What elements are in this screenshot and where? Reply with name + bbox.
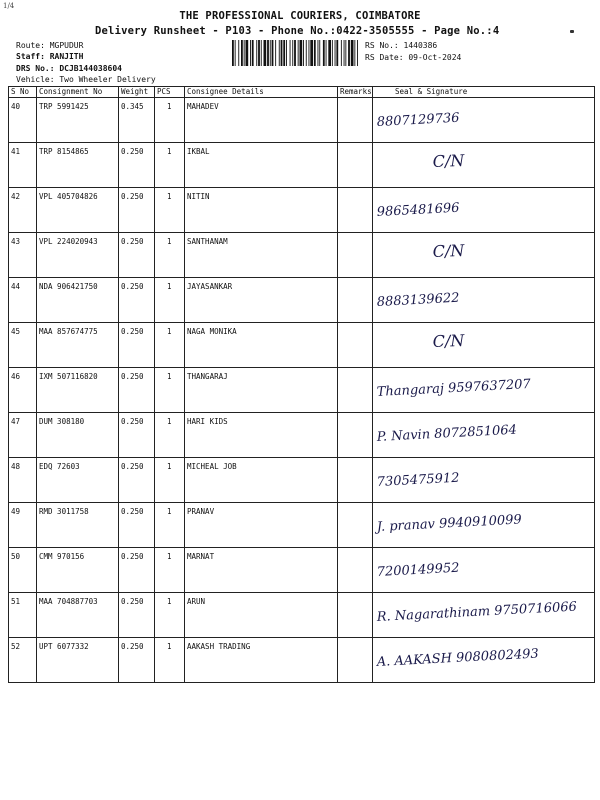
barcode-bar xyxy=(267,40,269,66)
cell-sno: 49 xyxy=(9,503,37,548)
cell-sno: 40 xyxy=(9,98,37,143)
barcode-bar xyxy=(341,40,342,66)
cell-sno: 44 xyxy=(9,278,37,323)
drs-number: DRS No.: DCJB144038604 xyxy=(16,64,122,73)
cell-pcs: 1 xyxy=(155,98,185,143)
handwritten-signature xyxy=(373,503,595,547)
cell-consignee: JAYASANKAR xyxy=(185,278,338,323)
barcode-bar xyxy=(323,40,325,66)
cell-weight: 0.250 xyxy=(119,278,155,323)
cell-consignment: CMM 970156 xyxy=(37,548,119,593)
barcode-bar xyxy=(319,40,320,66)
barcode-bar xyxy=(303,40,304,66)
handwritten-signature xyxy=(373,368,595,412)
cell-consignee: IKBAL xyxy=(185,143,338,188)
cell-weight: 0.250 xyxy=(119,593,155,638)
barcode-bar xyxy=(252,40,254,66)
signature-text: 7305475912 xyxy=(376,470,460,490)
cell-sno: 52 xyxy=(9,638,37,683)
barcode-bar xyxy=(270,40,271,66)
cell-signature xyxy=(373,143,595,188)
cell-pcs: 1 xyxy=(155,278,185,323)
cell-consignment: MAA 857674775 xyxy=(37,323,119,368)
cell-consignee: AAKASH TRADING xyxy=(185,638,338,683)
table-header-row xyxy=(9,87,595,98)
handwritten-signature xyxy=(373,548,595,592)
barcode-bar xyxy=(283,40,285,66)
barcode-image xyxy=(232,40,358,66)
signature-text: 9865481696 xyxy=(376,200,460,220)
cell-consignment: TRP 5991425 xyxy=(37,98,119,143)
barcode-bar xyxy=(290,40,291,66)
cell-remarks xyxy=(338,413,373,458)
cell-consignee: MARNAT xyxy=(185,548,338,593)
cell-remarks xyxy=(338,278,373,323)
signature-text: R. Nagarathinam 9750716066 xyxy=(376,599,578,625)
cell-consignee: SANTHANAM xyxy=(185,233,338,278)
cell-signature xyxy=(373,233,595,278)
cell-consignee: HARI KIDS xyxy=(185,413,338,458)
barcode-bar xyxy=(351,40,354,66)
col-header-remarks: Remarks xyxy=(338,87,373,98)
barcode-bar xyxy=(250,40,251,66)
handwritten-signature xyxy=(373,323,595,367)
barcode-bar xyxy=(310,40,313,66)
cell-sno: 47 xyxy=(9,413,37,458)
col-header-consignee: Consignee Details xyxy=(185,87,338,98)
cell-consignment: RMD 3011758 xyxy=(37,503,119,548)
cell-consignee: NITIN xyxy=(185,188,338,233)
barcode-bar xyxy=(357,40,358,66)
runsheet-table xyxy=(8,86,595,683)
table-body xyxy=(9,98,595,683)
cell-consignee: PRANAV xyxy=(185,503,338,548)
barcode-bar xyxy=(264,40,267,66)
cell-weight: 0.250 xyxy=(119,368,155,413)
cell-sno: 42 xyxy=(9,188,37,233)
barcode-bar xyxy=(300,40,303,66)
signature-text: C/N xyxy=(432,240,465,262)
staff-label: Staff: RANJITH xyxy=(16,52,84,61)
cell-consignee: NAGA MONIKA xyxy=(185,323,338,368)
cell-signature xyxy=(373,368,595,413)
cell-consignment: TRP 8154865 xyxy=(37,143,119,188)
cell-remarks xyxy=(338,368,373,413)
rs-date: RS Date: 09-Oct-2024 xyxy=(365,53,462,62)
signature-text: C/N xyxy=(432,330,465,352)
cell-pcs: 1 xyxy=(155,188,185,233)
barcode-bar xyxy=(332,40,333,66)
barcode-bar xyxy=(238,40,239,66)
cell-sno: 43 xyxy=(9,233,37,278)
cell-signature xyxy=(373,548,595,593)
cell-pcs: 1 xyxy=(155,233,185,278)
signature-text: 8807129736 xyxy=(376,110,460,130)
barcode-bar xyxy=(354,40,355,66)
cell-pcs: 1 xyxy=(155,548,185,593)
cell-remarks xyxy=(338,323,373,368)
cell-consignment: EDQ 72603 xyxy=(37,458,119,503)
table-row xyxy=(9,638,595,683)
cell-pcs: 1 xyxy=(155,503,185,548)
signature-text: P. Navin 8072851064 xyxy=(376,422,518,445)
cell-weight: 0.345 xyxy=(119,98,155,143)
table-row xyxy=(9,98,595,143)
barcode-bar xyxy=(256,40,257,66)
table-row xyxy=(9,413,595,458)
handwritten-signature xyxy=(373,278,595,322)
cell-pcs: 1 xyxy=(155,413,185,458)
cell-consignee: MICHEAL JOB xyxy=(185,458,338,503)
cell-remarks xyxy=(338,143,373,188)
barcode-bar xyxy=(328,40,331,66)
barcode-bar xyxy=(275,40,276,66)
handwritten-signature xyxy=(373,98,595,142)
cell-sno: 46 xyxy=(9,368,37,413)
cell-consignment: VPL 405704826 xyxy=(37,188,119,233)
cell-signature xyxy=(373,593,595,638)
handwritten-signature xyxy=(373,413,595,457)
cell-consignment: VPL 224020943 xyxy=(37,233,119,278)
cell-signature xyxy=(373,323,595,368)
barcode-bar xyxy=(235,40,236,66)
cell-signature xyxy=(373,278,595,323)
col-header-sno: S No xyxy=(9,87,37,98)
cell-consignee: MAHADEV xyxy=(185,98,338,143)
cell-consignment: DUM 308180 xyxy=(37,413,119,458)
cell-weight: 0.250 xyxy=(119,458,155,503)
cell-consignment: MAA 704887703 xyxy=(37,593,119,638)
barcode-bar xyxy=(348,40,350,66)
barcode-bar xyxy=(306,40,307,66)
route-label: Route: MGPUDUR xyxy=(16,41,84,50)
barcode-bar xyxy=(326,40,327,66)
table-row xyxy=(9,368,595,413)
cell-signature xyxy=(373,188,595,233)
barcode-bar xyxy=(309,40,310,66)
cell-remarks xyxy=(338,233,373,278)
barcode-bar xyxy=(345,40,346,66)
col-header-pcs: PCS xyxy=(155,87,185,98)
barcode-bar xyxy=(279,40,280,66)
table-row xyxy=(9,548,595,593)
cell-sno: 51 xyxy=(9,593,37,638)
cell-signature xyxy=(373,458,595,503)
signature-text: C/N xyxy=(432,150,465,172)
cell-consignee: ARUN xyxy=(185,593,338,638)
barcode-bar xyxy=(261,40,262,66)
handwritten-signature xyxy=(373,143,595,187)
signature-text: J. pranav 9940910099 xyxy=(376,512,523,535)
cell-pcs: 1 xyxy=(155,458,185,503)
cell-consignment: UPT 6077332 xyxy=(37,638,119,683)
cell-remarks xyxy=(338,503,373,548)
cell-remarks xyxy=(338,593,373,638)
handwritten-signature xyxy=(373,458,595,502)
cell-remarks xyxy=(338,188,373,233)
table-row xyxy=(9,323,595,368)
cell-pcs: 1 xyxy=(155,593,185,638)
cell-consignee: THANGARAJ xyxy=(185,368,338,413)
cell-weight: 0.250 xyxy=(119,143,155,188)
barcode-bar xyxy=(344,40,345,66)
signature-text: Thangaraj 9597637207 xyxy=(376,376,532,400)
barcode-bar xyxy=(292,40,293,66)
cell-remarks xyxy=(338,98,373,143)
cell-signature xyxy=(373,98,595,143)
company-title: THE PROFESSIONAL COURIERS, COIMBATORE xyxy=(179,10,421,22)
cell-weight: 0.250 xyxy=(119,233,155,278)
table-row xyxy=(9,458,595,503)
cell-weight: 0.250 xyxy=(119,188,155,233)
handwritten-signature xyxy=(373,638,595,682)
cell-remarks xyxy=(338,458,373,503)
table-row xyxy=(9,143,595,188)
cell-consignment: IXM 507116820 xyxy=(37,368,119,413)
signature-text: A. AAKASH 9080802493 xyxy=(376,646,540,670)
cell-pcs: 1 xyxy=(155,323,185,368)
barcode-bar xyxy=(314,40,316,66)
table-row xyxy=(9,593,595,638)
cell-weight: 0.250 xyxy=(119,638,155,683)
barcode-bar xyxy=(281,40,283,66)
handwritten-signature xyxy=(373,233,595,277)
runsheet-subtitle: Delivery Runsheet - P103 - Phone No.:0422-3505555 - Page No.:4 xyxy=(95,25,500,37)
barcode-bar xyxy=(241,40,243,66)
barcode-bar xyxy=(318,40,319,66)
cell-weight: 0.250 xyxy=(119,503,155,548)
scan-speck xyxy=(570,30,574,33)
cell-pcs: 1 xyxy=(155,368,185,413)
rs-number: RS No.: 1440386 xyxy=(365,41,438,50)
cell-pcs: 1 xyxy=(155,143,185,188)
barcode-bar xyxy=(336,40,338,66)
signature-text: 7200149952 xyxy=(376,560,460,580)
cell-weight: 0.250 xyxy=(119,548,155,593)
cell-pcs: 1 xyxy=(155,638,185,683)
col-header-signature: Seal & Signature xyxy=(373,87,595,98)
cell-signature xyxy=(373,638,595,683)
table-row xyxy=(9,188,595,233)
cell-sno: 45 xyxy=(9,323,37,368)
barcode-bar xyxy=(258,40,260,66)
barcode-bar xyxy=(244,40,245,66)
barcode-bar xyxy=(272,40,274,66)
table-row xyxy=(9,233,595,278)
vehicle-label: Vehicle: Two Wheeler Delivery xyxy=(16,75,156,84)
cell-sno: 50 xyxy=(9,548,37,593)
barcode-bar xyxy=(246,40,249,66)
cell-signature xyxy=(373,413,595,458)
barcode-bar xyxy=(335,40,336,66)
cell-remarks xyxy=(338,638,373,683)
signature-text: 8883139622 xyxy=(376,290,460,310)
barcode-bar xyxy=(294,40,296,66)
cell-signature xyxy=(373,503,595,548)
cell-weight: 0.250 xyxy=(119,323,155,368)
barcode-bar xyxy=(298,40,299,66)
handwritten-signature xyxy=(373,593,595,637)
cell-sno: 41 xyxy=(9,143,37,188)
table-row xyxy=(9,278,595,323)
cell-weight: 0.250 xyxy=(119,413,155,458)
barcode-bar xyxy=(232,40,234,66)
handwritten-signature xyxy=(373,188,595,232)
cell-remarks xyxy=(338,548,373,593)
cell-sno: 48 xyxy=(9,458,37,503)
cell-consignment: NDA 906421750 xyxy=(37,278,119,323)
table-row xyxy=(9,503,595,548)
col-header-weight: Weight xyxy=(119,87,155,98)
page-corner-mark: 1/4 xyxy=(3,2,15,10)
barcode-bar xyxy=(286,40,287,66)
col-header-consignment: Consignment No xyxy=(37,87,119,98)
